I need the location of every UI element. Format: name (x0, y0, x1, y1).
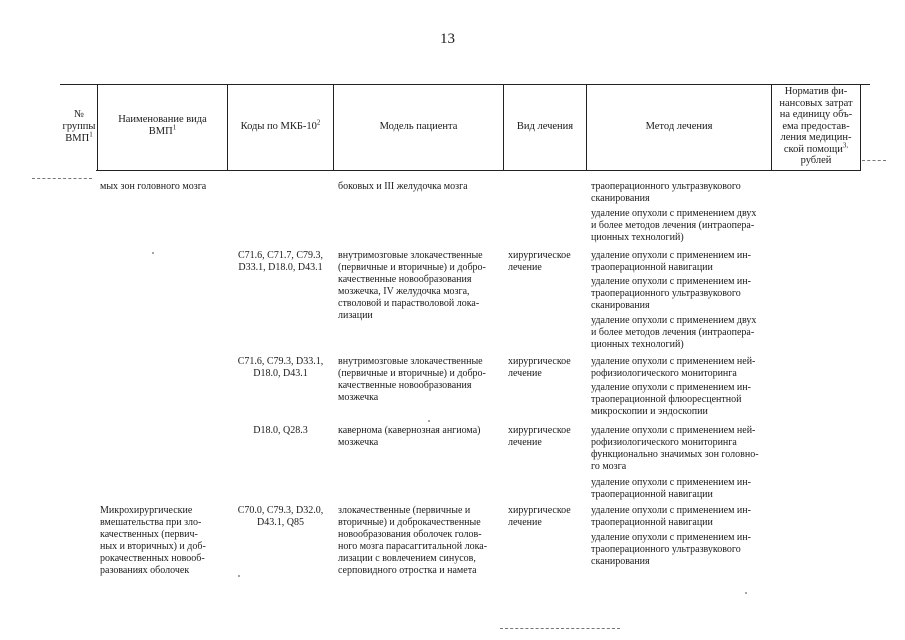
scan-artifact-line (32, 178, 92, 179)
cell-treatment-method: удаление опухоли с применением двух и более методов лечения (интраопера- ционных технологий) (591, 315, 757, 350)
cell-icd-codes: C71.6, C79.3, D33.1, D18.0, D43.1 (237, 356, 324, 379)
cell-treatment-method: удаление опухоли с применением двух и более методов лечения (интраопера- ционных технологий) (591, 208, 757, 243)
header-treatment-method: Метод лечения (645, 121, 713, 132)
header-treatment-type: Вид лечения (516, 121, 574, 132)
header-patient-model: Модель пациента (379, 121, 458, 132)
header-icd-codes: Коды по МКБ-$10^2$ (240, 118, 321, 132)
cell-patient-model: боковых и III желудочка мозга (338, 181, 468, 192)
cell-icd-codes: C70.0, C79.3, D32.0, D43.1, Q85 (237, 505, 324, 528)
cell-icd-codes: C71.6, C71.7, C79.3, D33.1, D18.0, D43.1 (237, 250, 323, 273)
column-divider (860, 84, 861, 170)
scan-speck (745, 592, 747, 594)
cell-patient-model: злокачественные (первичные и вторичные) и доброкачественные новообразования оболочек голов- ного мозга парасаггитальной лока- лизации с вовлечением синусов, серповидного отростка и намета (338, 505, 488, 576)
page-number: 13 (440, 31, 455, 47)
cell-treatment-type: хирургическое лечение (508, 250, 571, 273)
header-vmp-name: Наименование вида ВМП$^1$ (118, 114, 207, 137)
cell-treatment-method: удаление опухоли с применением ин- траоперационной флюоресцентной микроскопии и эндоскопии (591, 382, 751, 417)
cell-treatment-method: удаление опухоли с применением ин- траоперационной навигации (591, 477, 751, 500)
table-top-border (60, 84, 870, 85)
cell-treatment-method: удаление опухоли с применением ин- траоперационного ультразвукового сканирования (591, 532, 751, 567)
cell-treatment-method: удаление опухоли с применением ин- траоперационной навигации (591, 505, 751, 528)
cell-treatment-method: траоперационного ультразвукового сканирования (591, 181, 741, 204)
header-bottom-border (96, 170, 861, 171)
header-financial-norm: Норматив фи- нансовых затрат на единицу объ- ема предостав- ления медицин- ской помощи$^{3,}$ рублей (779, 86, 853, 166)
cell-icd-codes: D18.0, Q28.3 (253, 425, 308, 436)
cell-patient-model: внутримозговые злокачественные (первичные и вторичные) и добро- качественные новообразования мозжечка (338, 356, 486, 403)
scan-speck (238, 575, 240, 577)
cell-vmp-name: Микрохирургические вмешательства при зло- качественных (первич- ных и вторичных) и доб- рокачественных новооб- разованиях оболочек (100, 505, 206, 576)
scan-speck (152, 252, 154, 254)
cell-treatment-type: хирургическое лечение (508, 356, 571, 379)
cell-treatment-method: удаление опухоли с применением ин- траоперационного ультразвукового сканирования (591, 276, 751, 311)
cell-treatment-method: удаление опухоли с применением ин- траоперационной навигации (591, 250, 751, 273)
cell-patient-model: кавернома (кавернозная ангиома) мозжечка (338, 425, 481, 448)
header-group-number: № группы ВМП$^1$ (62, 109, 96, 144)
cell-treatment-method: удаление опухоли с применением ней- рофизиологического мониторинга функционально значимых зон головно- го мозга (591, 425, 759, 472)
scan-artifact-line (500, 628, 620, 629)
scan-speck (428, 420, 430, 422)
cell-treatment-method: удаление опухоли с применением ней- рофизиологического мониторинга (591, 356, 756, 379)
scan-artifact-line (862, 160, 886, 161)
cell-patient-model: внутримозговые злокачественные (первичные и вторичные) и добро- качественные новообразования мозжечка, IV желудочка мозга, стволовой и парастволовой лока- лизации (338, 250, 486, 321)
cell-treatment-type: хирургическое лечение (508, 425, 571, 448)
cell-vmp-name: мых зон головного мозга (100, 181, 207, 192)
cell-treatment-type: хирургическое лечение (508, 505, 571, 528)
